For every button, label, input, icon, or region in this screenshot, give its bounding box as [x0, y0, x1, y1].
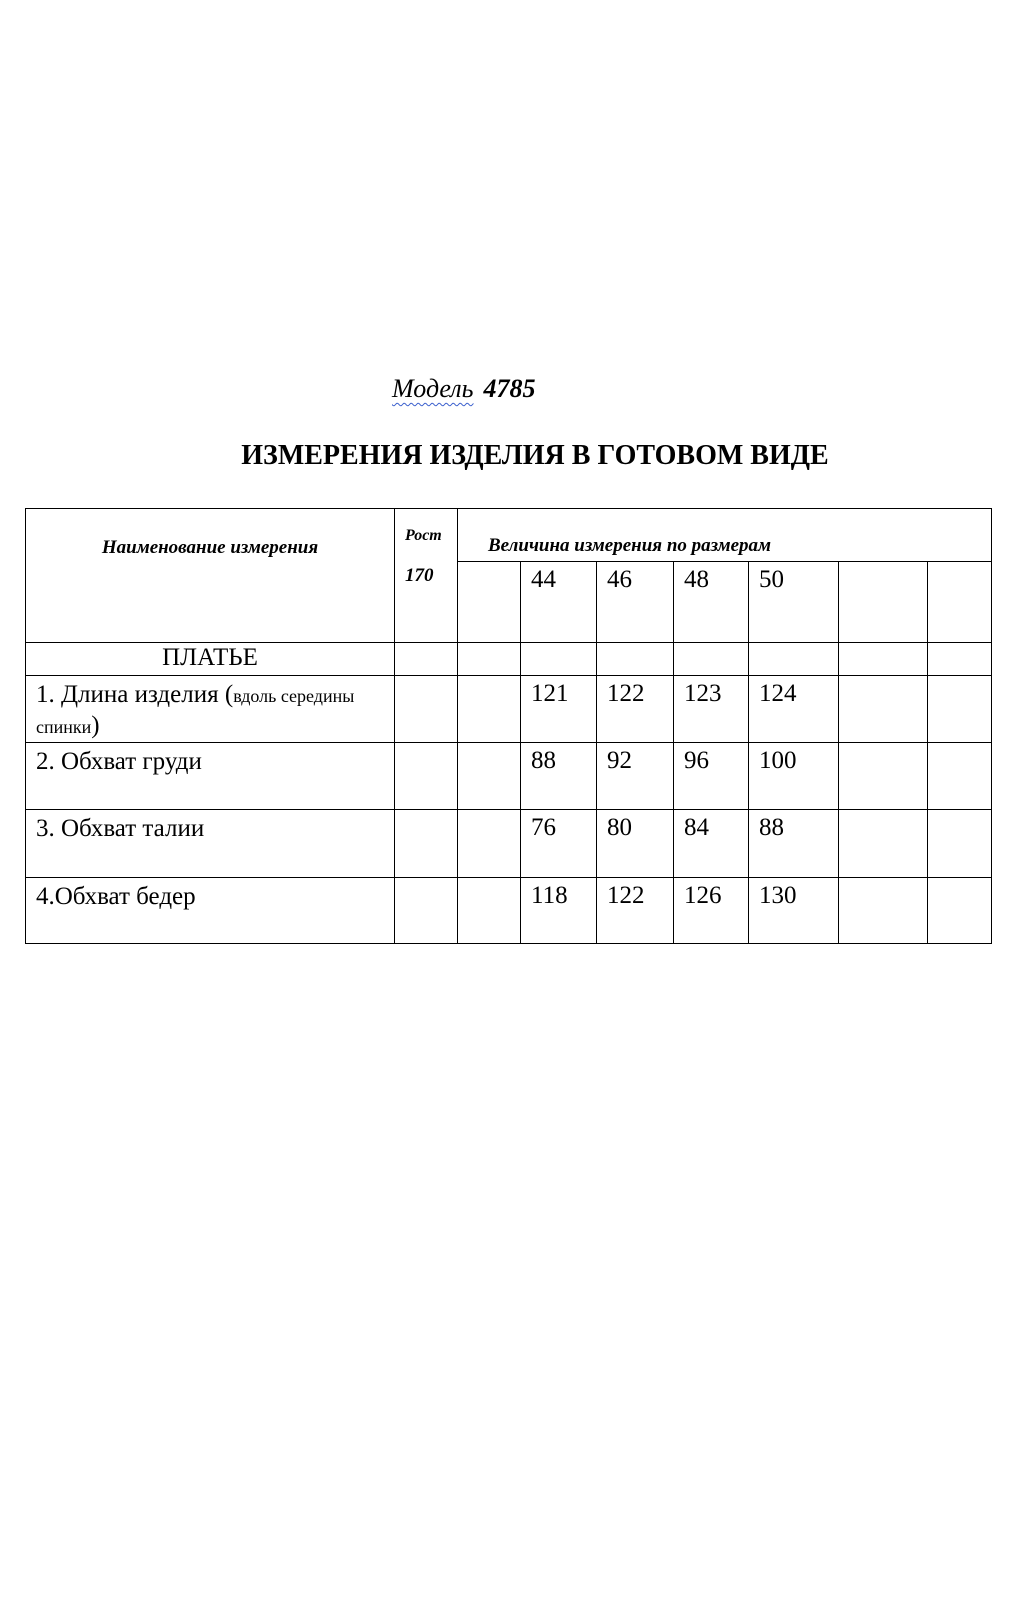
value-cell: 88	[749, 810, 839, 878]
empty-cell	[521, 643, 597, 676]
rost-cell	[395, 878, 458, 944]
value-cell: 121	[521, 676, 597, 743]
size-cell-empty	[839, 562, 928, 643]
section-label: ПЛАТЬЕ	[26, 643, 395, 676]
value-cell: 96	[674, 743, 749, 810]
value-cell: 84	[674, 810, 749, 878]
table-row	[26, 676, 992, 743]
empty-cell	[458, 743, 521, 810]
size-cell-empty	[928, 562, 992, 643]
value-cell: 126	[674, 878, 749, 944]
value-cell: 76	[521, 810, 597, 878]
empty-cell	[458, 643, 521, 676]
empty-cell	[839, 676, 928, 743]
value-cell: 124	[749, 676, 839, 743]
empty-cell	[928, 643, 992, 676]
rost-cell	[395, 743, 458, 810]
value-cell: 122	[597, 676, 674, 743]
empty-cell	[928, 676, 992, 743]
value-cell: 118	[521, 878, 597, 944]
empty-cell	[749, 643, 839, 676]
empty-cell	[839, 878, 928, 944]
header-row-top	[26, 509, 992, 562]
value-cell: 80	[597, 810, 674, 878]
empty-cell	[458, 676, 521, 743]
values-column-header	[458, 509, 992, 562]
row-name: 2. Обхват груди	[26, 743, 395, 810]
model-number: 4785	[483, 374, 536, 403]
row-name-note: вдоль середины спинки	[36, 686, 355, 737]
empty-cell	[458, 810, 521, 878]
empty-cell	[928, 810, 992, 878]
empty-cell	[674, 643, 749, 676]
value-cell: 130	[749, 878, 839, 944]
empty-cell	[839, 810, 928, 878]
table-row	[26, 810, 992, 878]
empty-cell	[395, 643, 458, 676]
row-name-text: 1. Длина изделия (	[36, 681, 234, 708]
name-column-header	[26, 509, 395, 643]
value-cell: 122	[597, 878, 674, 944]
size-cell: 44	[521, 562, 597, 643]
empty-cell	[458, 878, 521, 944]
size-cell: 48	[674, 562, 749, 643]
model-line	[392, 374, 535, 404]
row-name-close: )	[91, 712, 100, 739]
values-header-text: Величина измерения по размерам	[488, 535, 772, 556]
model-label: Модель	[392, 374, 474, 403]
rost-cell	[395, 810, 458, 878]
row-name: 4.Обхват бедер	[26, 878, 395, 944]
name-header-text: Наименование измерения	[101, 537, 319, 558]
empty-cell	[597, 643, 674, 676]
row-name	[26, 676, 395, 743]
table-row	[26, 878, 992, 944]
size-cell-empty	[458, 562, 521, 643]
empty-cell	[839, 743, 928, 810]
size-cell: 46	[597, 562, 674, 643]
rost-cell	[395, 676, 458, 743]
section-row	[26, 643, 992, 676]
rost-column-header	[395, 509, 458, 643]
row-name: 3. Обхват талии	[26, 810, 395, 878]
size-cell: 50	[749, 562, 839, 643]
empty-cell	[839, 643, 928, 676]
table-row	[26, 743, 992, 810]
measurements-table	[25, 508, 992, 944]
value-cell: 123	[674, 676, 749, 743]
rost-label: Рост	[405, 527, 442, 544]
value-cell: 92	[597, 743, 674, 810]
rost-value: 170	[405, 565, 434, 586]
document-title: ИЗМЕРЕНИЯ ИЗДЕЛИЯ В ГОТОВОМ ВИДЕ	[241, 440, 829, 471]
empty-cell	[928, 743, 992, 810]
empty-cell	[928, 878, 992, 944]
value-cell: 100	[749, 743, 839, 810]
value-cell: 88	[521, 743, 597, 810]
